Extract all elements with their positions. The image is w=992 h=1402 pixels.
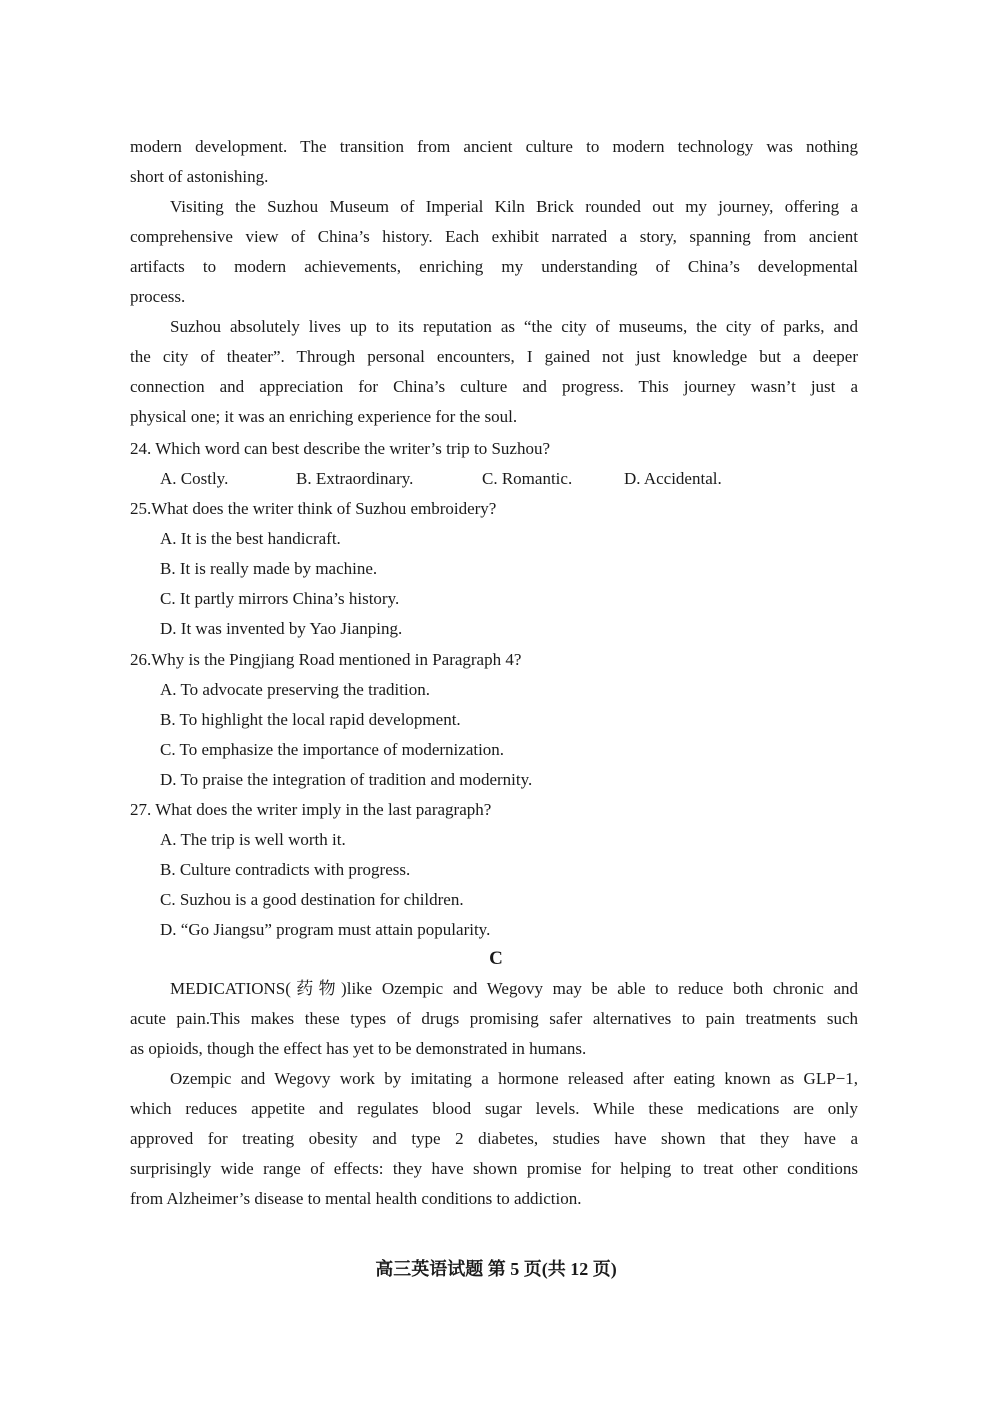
passage-line: the city of theater”. Through personal encounters, I gained not just knowledge but a deeper — [130, 347, 858, 366]
question-25-stem: 25.What does the writer think of Suzhou embroidery? — [130, 499, 497, 518]
passage-c-line: MEDICATIONS(药物)like Ozempic and Wegovy may be able to reduce both chronic and — [170, 979, 858, 998]
question-26-option-d[interactable]: D. To praise the integration of tradition and modernity. — [160, 770, 533, 789]
question-27-option-b[interactable]: B. Culture contradicts with progress. — [160, 860, 411, 879]
question-24-stem: 24. Which word can best describe the writer’s trip to Suzhou? — [130, 439, 551, 458]
passage-line: Suzhou absolutely lives up to its reputation as “the city of museums, the city of parks, and — [170, 317, 858, 336]
passage-c-line: acute pain.This makes these types of drugs promising safer alternatives to pain treatments such — [130, 1009, 858, 1028]
section-c-heading: C — [489, 948, 503, 969]
question-27-stem: 27. What does the writer imply in the last paragraph? — [130, 800, 492, 819]
passage-line: artifacts to modern achievements, enriching my understanding of China’s developmental — [130, 257, 858, 276]
question-27-option-d[interactable]: D. “Go Jiangsu” program must attain popularity. — [160, 920, 491, 939]
passage-c-line: Ozempic and Wegovy work by imitating a hormone released after eating known as GLP−1, — [170, 1069, 858, 1088]
question-25-option-d[interactable]: D. It was invented by Yao Jianping. — [160, 619, 403, 638]
question-27-option-c[interactable]: C. Suzhou is a good destination for children. — [160, 890, 464, 909]
passage-c-line: which reduces appetite and regulates blood sugar levels. While these medications are only — [130, 1099, 858, 1118]
question-26-stem: 26.Why is the Pingjiang Road mentioned in Paragraph 4? — [130, 650, 522, 669]
question-24-options — [160, 464, 860, 494]
question-27-option-a[interactable]: A. The trip is well worth it. — [160, 830, 346, 849]
question-25-option-a[interactable]: A. It is the best handicraft. — [160, 529, 341, 548]
passage-line: process. — [130, 287, 186, 306]
question-25-option-b[interactable]: B. It is really made by machine. — [160, 559, 378, 578]
passage-c-line: from Alzheimer’s disease to mental health conditions to addiction. — [130, 1189, 582, 1208]
passage-line: comprehensive view of China’s history. Each exhibit narrated a story, spanning from ancient — [130, 227, 858, 246]
passage-c-line: as opioids, though the effect has yet to be demonstrated in humans. — [130, 1039, 587, 1058]
question-26-option-b[interactable]: B. To highlight the local rapid development. — [160, 710, 461, 729]
passage-c-line: approved for treating obesity and type 2 diabetes, studies have shown that they have a — [130, 1129, 858, 1148]
passage-line: modern development. The transition from ancient culture to modern technology was nothing — [130, 137, 858, 156]
question-24-option-d[interactable]: D. Accidental. — [624, 469, 722, 488]
question-26-option-c[interactable]: C. To emphasize the importance of modernization. — [160, 740, 505, 759]
page-footer: 高三英语试题 第 5 页(共 12 页) — [375, 1259, 617, 1279]
passage-line: Visiting the Suzhou Museum of Imperial Kiln Brick rounded out my journey, offering a — [170, 197, 858, 216]
passage-line: short of astonishing. — [130, 167, 269, 186]
question-24-option-a[interactable]: A. Costly. — [160, 469, 229, 488]
question-24-option-b[interactable]: B. Extraordinary. — [296, 469, 414, 488]
passage-c-line: surprisingly wide range of effects: they have shown promise for helping to treat other conditions — [130, 1159, 858, 1178]
question-26-option-a[interactable]: A. To advocate preserving the tradition. — [160, 680, 430, 699]
passage-line: connection and appreciation for China’s culture and progress. This journey wasn’t just a — [130, 377, 858, 396]
question-25-option-c[interactable]: C. It partly mirrors China’s history. — [160, 589, 400, 608]
passage-line: physical one; it was an enriching experience for the soul. — [130, 407, 518, 426]
question-24-option-c[interactable]: C. Romantic. — [482, 469, 573, 488]
